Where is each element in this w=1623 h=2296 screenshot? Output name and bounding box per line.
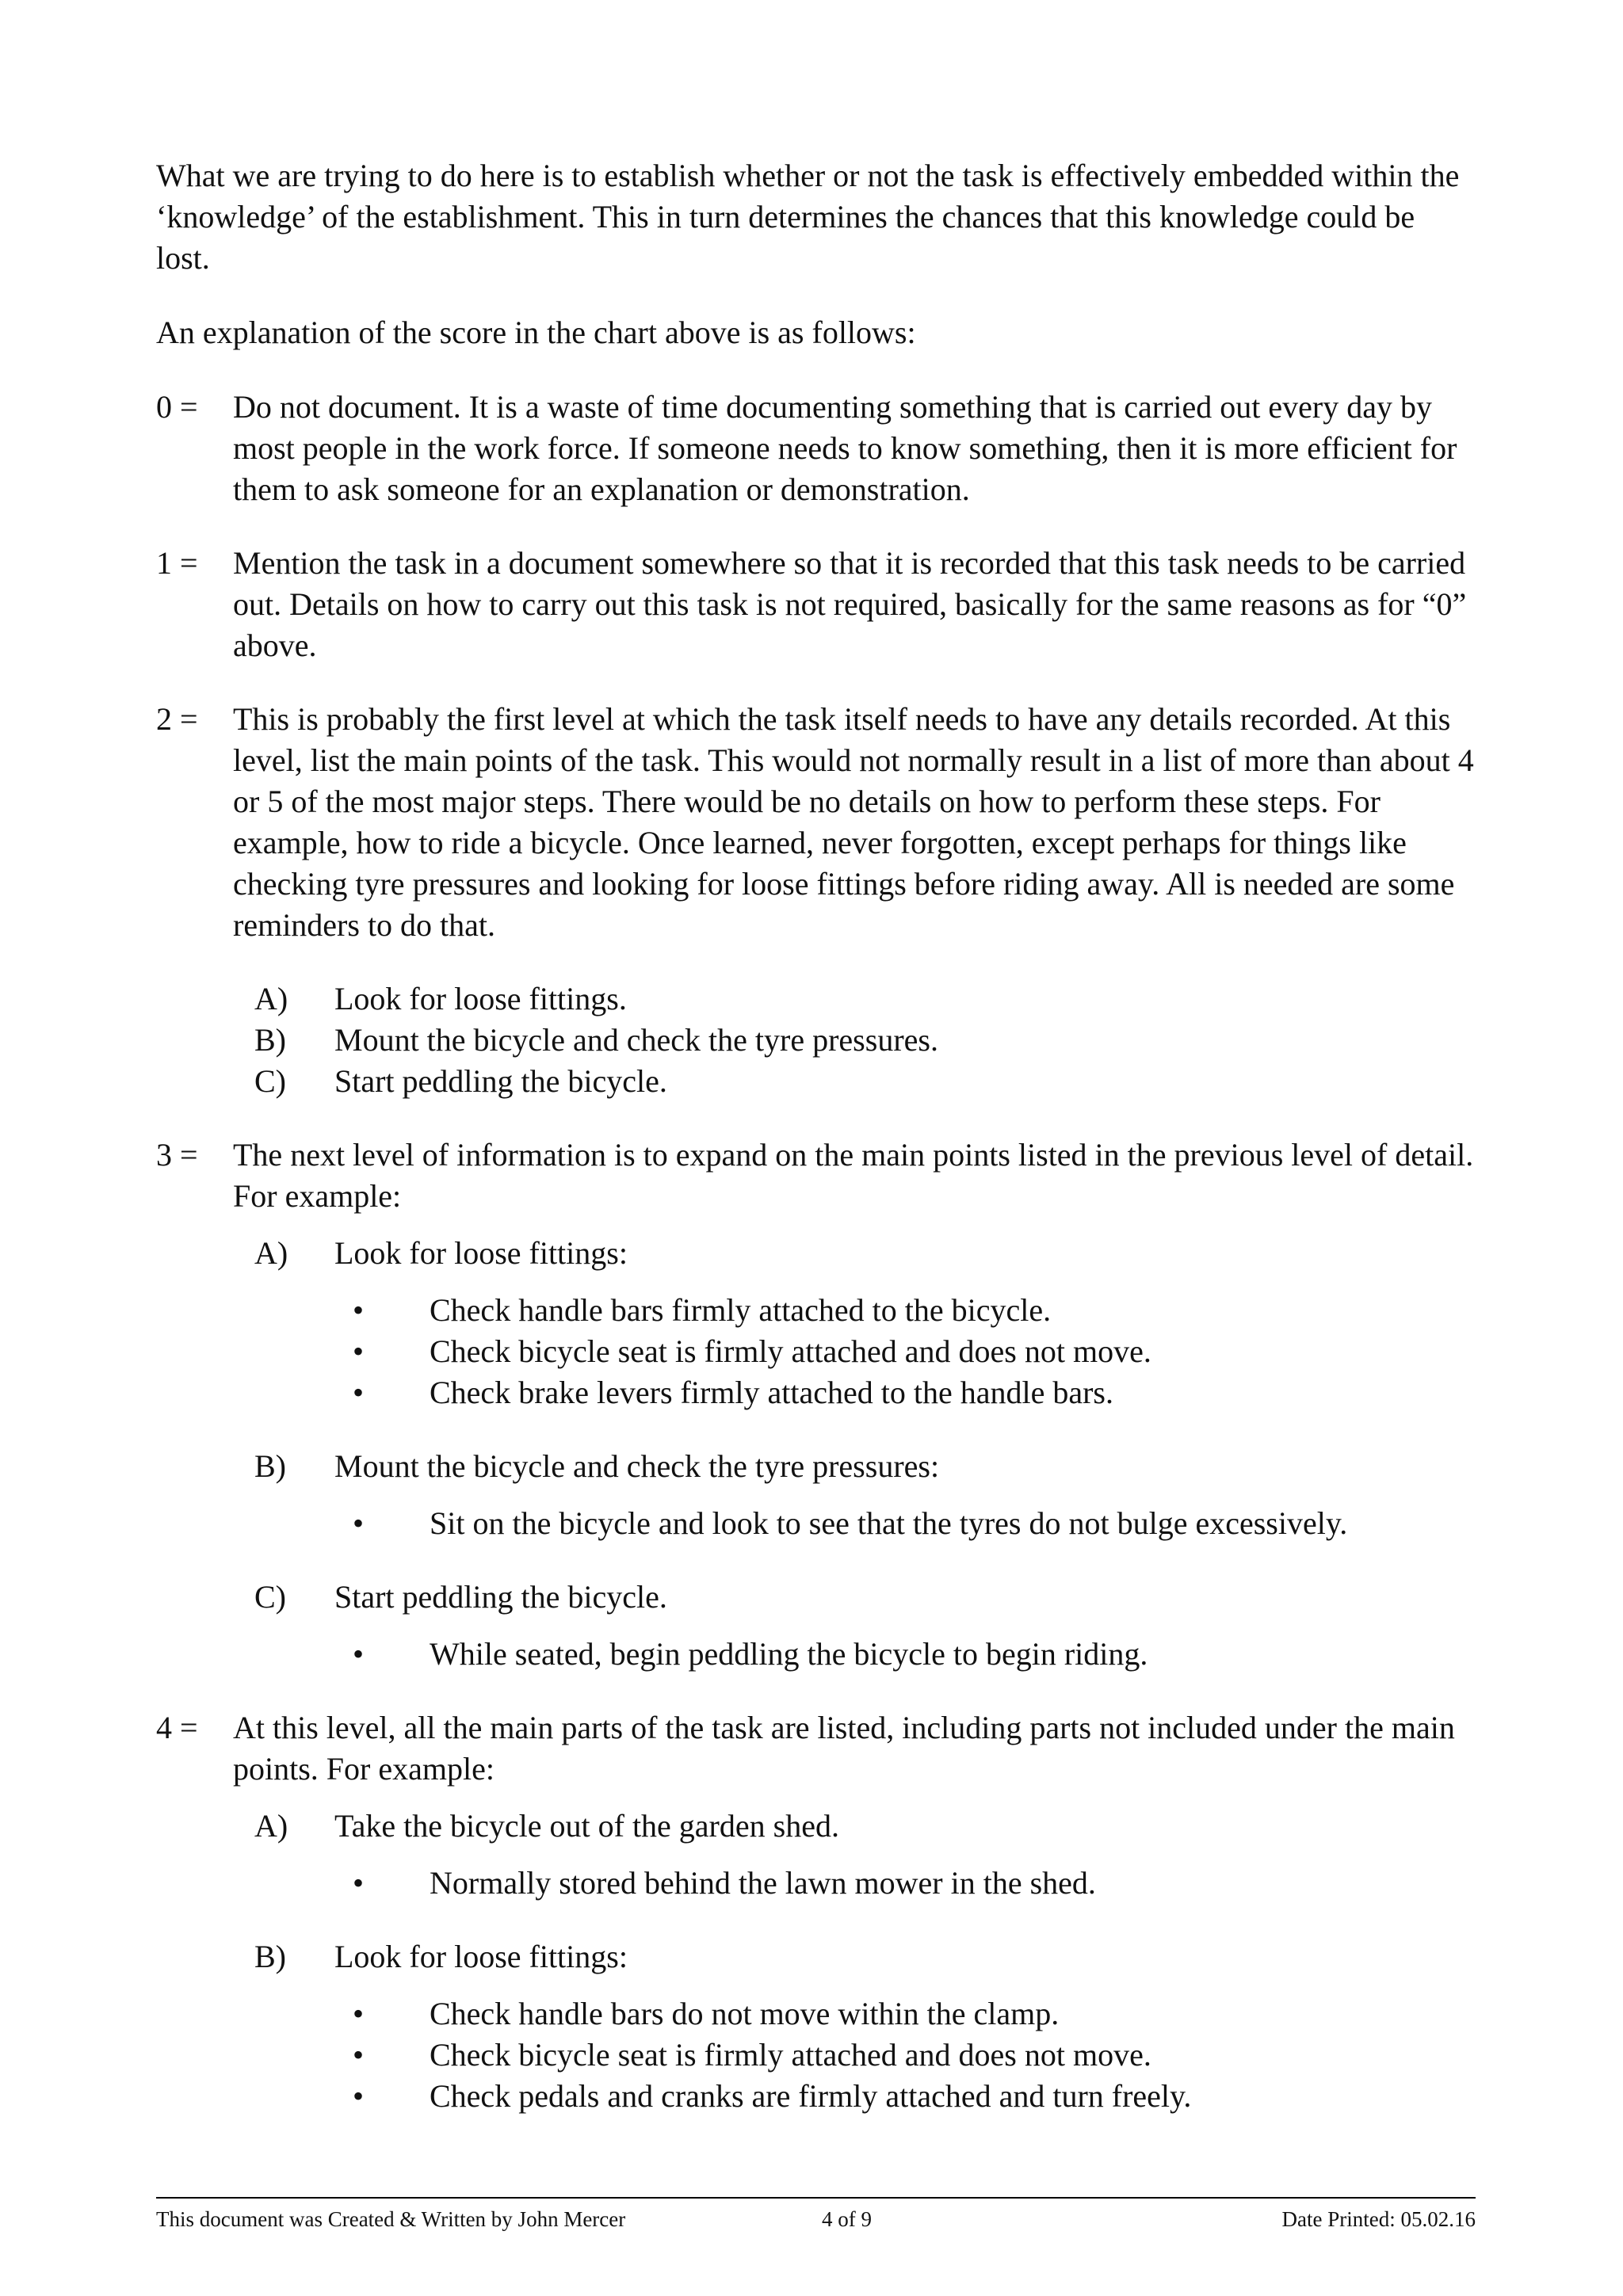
score-text: The next level of information is to expand on the main points listed in the previous level of detail. For example:	[233, 1137, 1474, 1214]
bullet-list	[334, 1634, 1476, 1675]
list-item	[156, 1020, 1476, 1061]
step-list	[233, 1806, 1476, 2117]
bullet-item: • While seated, begin peddling the bicycle to begin riding.	[156, 1634, 1476, 1675]
bullet-item: • Check bicycle seat is firmly attached and does not move.	[156, 2035, 1476, 2076]
score-number: 0 =	[156, 389, 198, 425]
list-text: Start peddling the bicycle.	[334, 1579, 667, 1615]
score-number: 3 =	[156, 1137, 198, 1173]
score-number: 1 =	[156, 545, 198, 581]
bullet-icon: •	[353, 1375, 365, 1410]
intro-paragraph: What we are trying to do here is to establish whether or not the task is effectively embedded within the ‘knowledge’ of the establishment. This in turn determines the chances that this knowledge could be lost.	[156, 158, 1460, 276]
score-number: 2 =	[156, 701, 198, 737]
bullet-item: • Sit on the bicycle and look to see that the tyres do not bulge excessively.	[156, 1503, 1476, 1544]
score-1	[156, 543, 1476, 666]
list-text: Look for loose fittings:	[334, 1235, 628, 1271]
bullet-icon: •	[353, 1996, 365, 2031]
score-text: This is probably the first level at which the task itself needs to have any details recorded. At this level, list the main points of the task. This would not normally result in a list of more than about 4 or 5 of the most major steps. There would be no details on how to perform these steps. For example, how to ride a bicycle. Once learned, never forgotten, except perhaps for things like checking tyre pressures and looking for loose fittings before riding away. All is needed are some reminders to do that.	[233, 701, 1474, 943]
list-text: Look for loose fittings:	[334, 1939, 628, 1974]
list-letter: B)	[254, 1939, 286, 1974]
list-text: Look for loose fittings.	[334, 981, 627, 1016]
list-item	[156, 1233, 1476, 1413]
list-item	[156, 978, 1476, 1020]
list-item	[156, 1936, 1476, 2117]
step-list	[233, 1233, 1476, 1675]
list-letter: A)	[254, 1235, 288, 1271]
page-footer	[156, 2197, 1476, 2231]
list-text: Take the bicycle out of the garden shed.	[334, 1808, 839, 1844]
footer-page-number: 4 of 9	[822, 2207, 872, 2231]
bullet-icon: •	[353, 2078, 365, 2114]
list-text: Mount the bicycle and check the tyre pressures:	[334, 1448, 940, 1484]
bullet-icon: •	[353, 1505, 365, 1541]
list-item	[156, 1577, 1476, 1675]
list-letter: B)	[254, 1022, 286, 1058]
document-page	[156, 155, 1476, 2149]
bullet-item: • Check handle bars do not move within the clamp.	[156, 1993, 1476, 2035]
bullet-item: • Check brake levers firmly attached to the handle bars.	[156, 1372, 1476, 1413]
bullet-item: • Normally stored behind the lawn mower in the shed.	[156, 1863, 1476, 1904]
score-text: At this level, all the main parts of the task are listed, including parts not included under the main points. For example:	[233, 1710, 1455, 1787]
score-number: 4 =	[156, 1710, 198, 1745]
score-text: Mention the task in a document somewhere so that it is recorded that this task needs to be carried out. Details on how to carry out this task is not required, basically for the same reasons as for “0” above.	[233, 545, 1467, 663]
list-text: Start peddling the bicycle.	[334, 1063, 667, 1099]
bullet-icon: •	[353, 1292, 365, 1328]
list-letter: C)	[254, 1579, 286, 1615]
score-3	[156, 1135, 1476, 1675]
bullet-list	[334, 1863, 1476, 1904]
explanation-heading: An explanation of the score in the chart above is as follows:	[156, 315, 916, 350]
list-item	[156, 1446, 1476, 1544]
list-item	[156, 1806, 1476, 1904]
bullet-list	[334, 1290, 1476, 1413]
score-text: Do not document. It is a waste of time documenting something that is carried out every day by most people in the work force. If someone needs to know something, then it is more efficient for them to ask someone for an explanation or demonstration.	[233, 389, 1457, 507]
bullet-icon: •	[353, 2037, 365, 2073]
bullet-icon: •	[353, 1636, 365, 1672]
score-0	[156, 387, 1476, 510]
list-letter: B)	[254, 1448, 286, 1484]
footer-date: Date Printed: 05.02.16	[1281, 2207, 1476, 2231]
bullet-item: • Check bicycle seat is firmly attached and does not move.	[156, 1331, 1476, 1372]
bullet-list	[334, 1993, 1476, 2117]
footer-author: This document was Created & Written by John Mercer	[156, 2207, 626, 2231]
bullet-list	[334, 1503, 1476, 1544]
bullet-item: • Check handle bars firmly attached to the bicycle.	[156, 1290, 1476, 1331]
bullet-icon: •	[353, 1865, 365, 1901]
list-text: Mount the bicycle and check the tyre pressures.	[334, 1022, 938, 1058]
bullet-item: • Check pedals and cranks are firmly attached and turn freely.	[156, 2076, 1476, 2117]
list-letter: C)	[254, 1063, 286, 1099]
score-4	[156, 1707, 1476, 2117]
list-letter: A)	[254, 981, 288, 1016]
score-2	[156, 699, 1476, 1102]
step-list	[233, 978, 1476, 1102]
list-letter: A)	[254, 1808, 288, 1844]
bullet-icon: •	[353, 1333, 365, 1369]
list-item	[156, 1061, 1476, 1102]
